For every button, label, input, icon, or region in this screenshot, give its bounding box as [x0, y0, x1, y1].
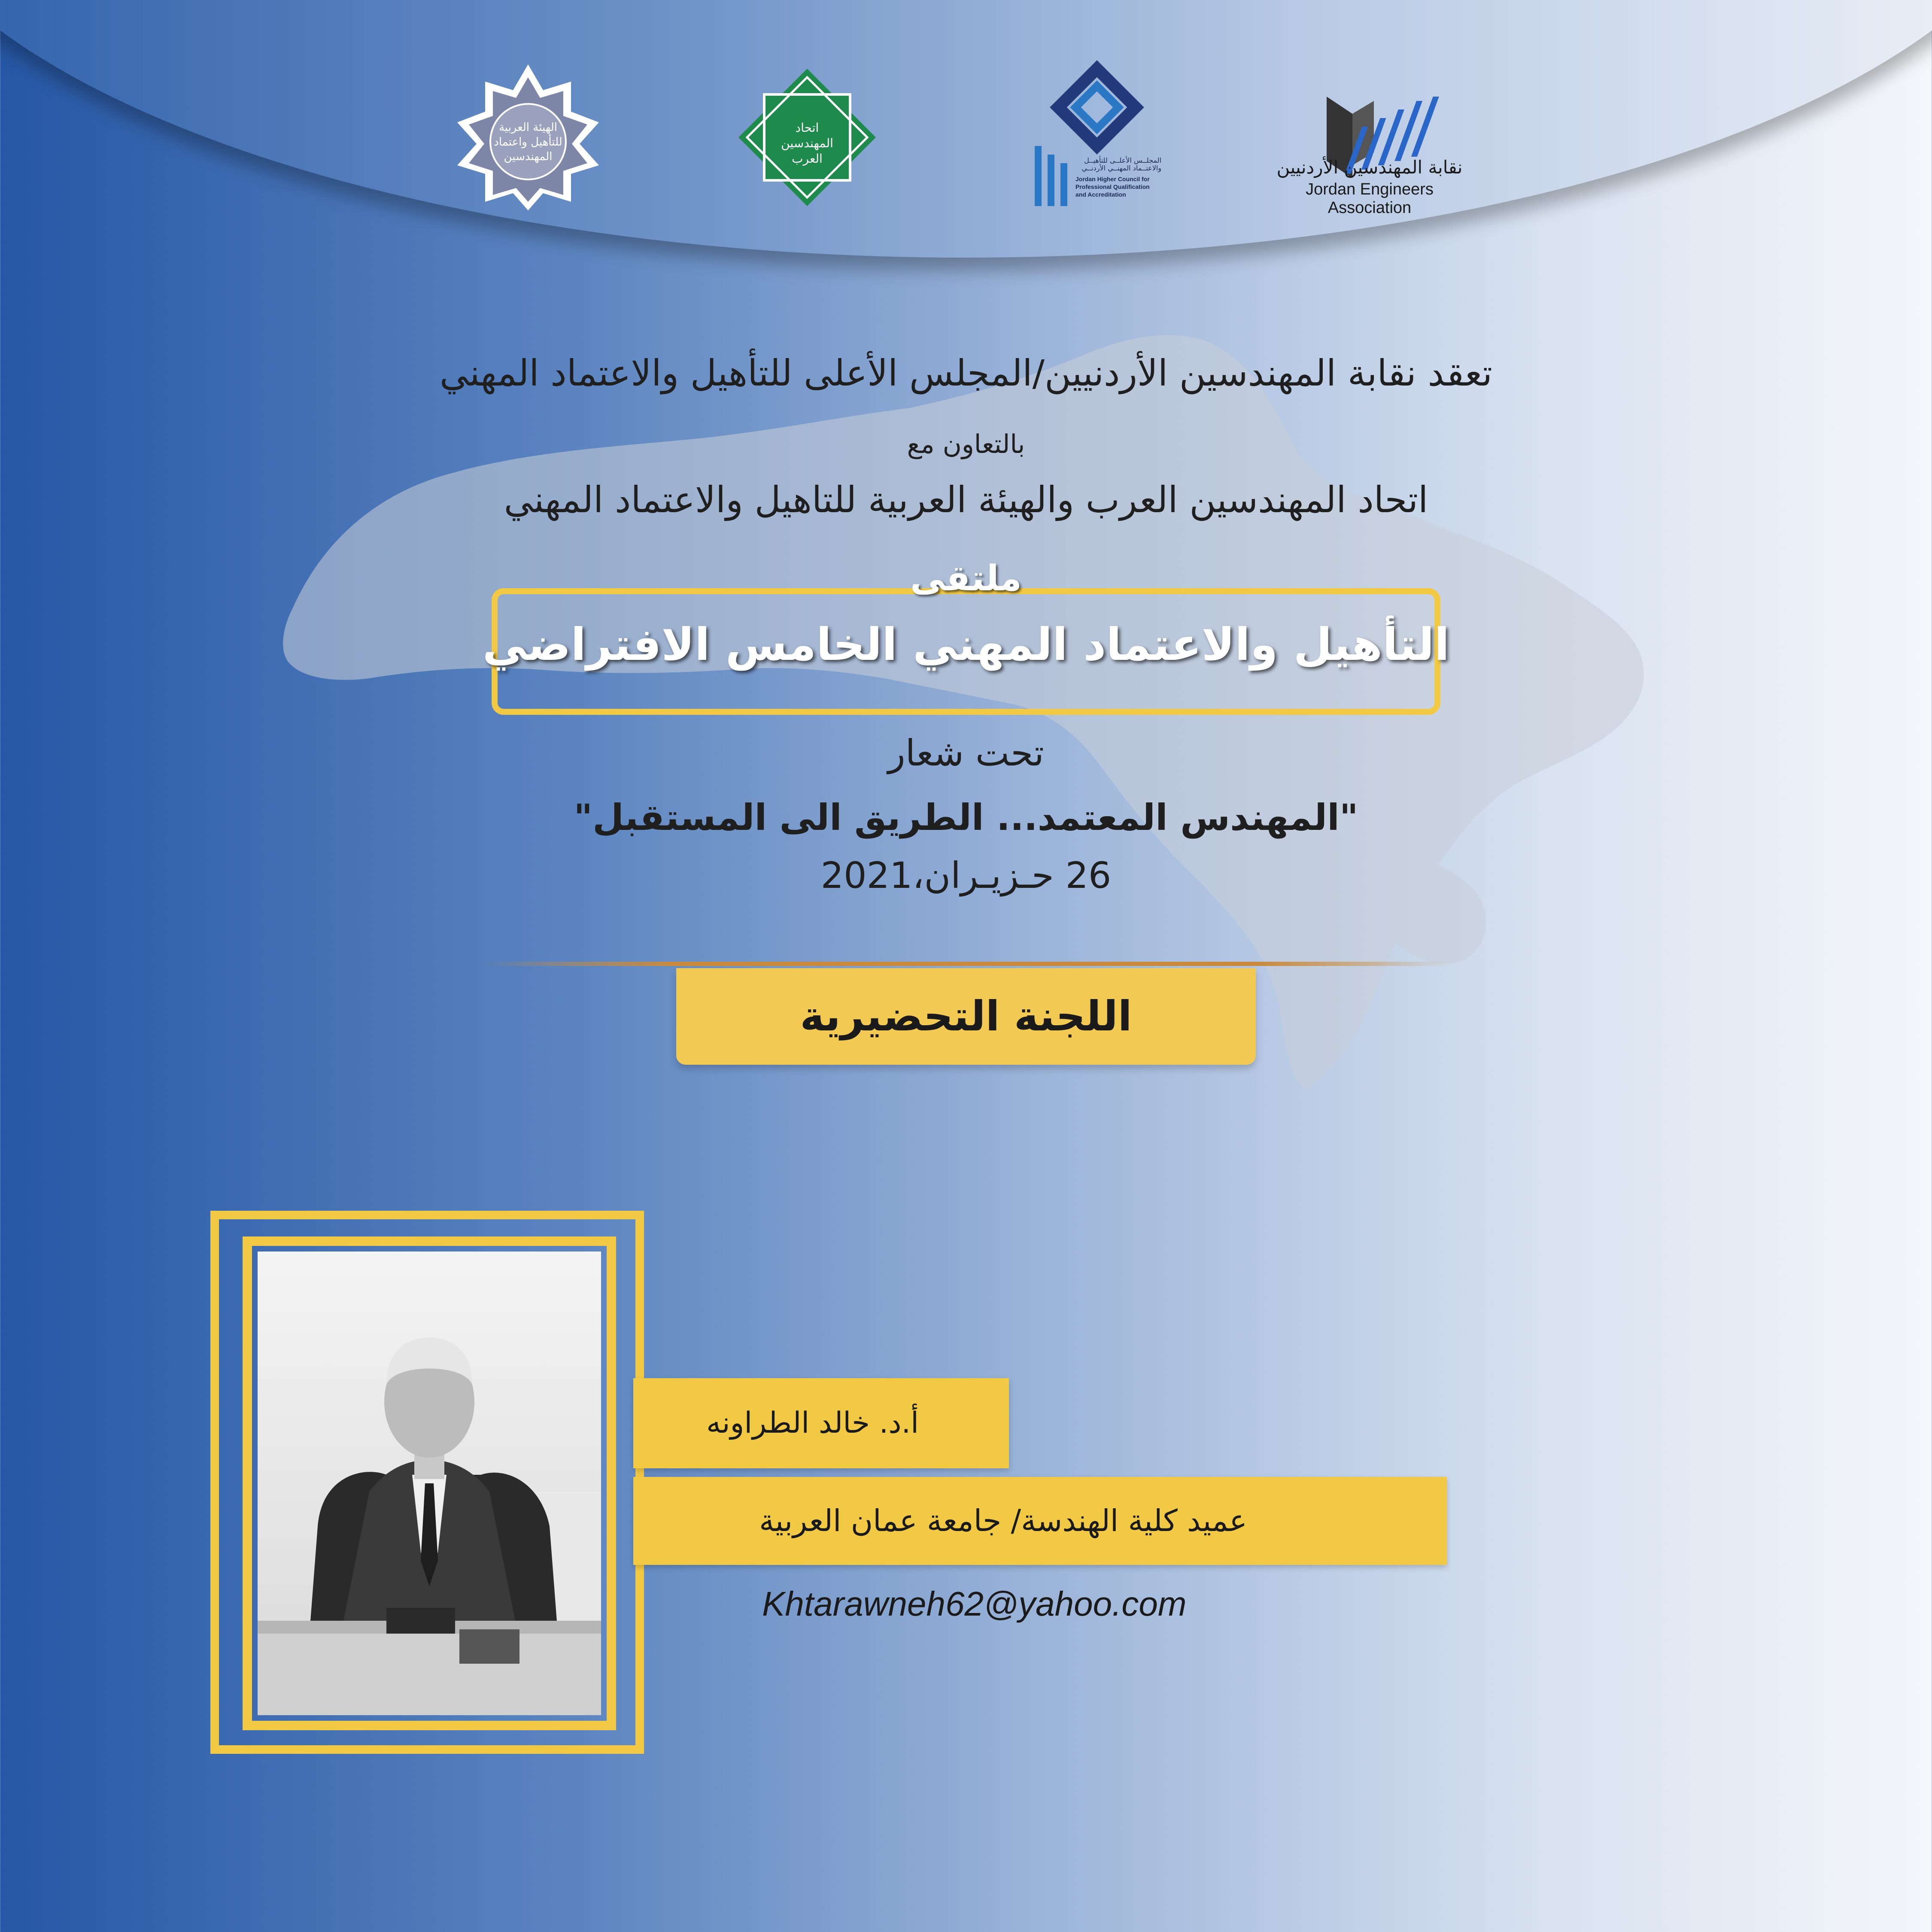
council-logo-text-ar: المجلــس الأعلــى للتأهيــل والاعتــماد المهنــي الأردنــي [1081, 156, 1161, 172]
slogan-label: تحت شعار [888, 732, 1044, 774]
intro-line-2: بالتعاون مع [907, 429, 1025, 459]
jea-logo-text-en: Jordan Engineers Association [1306, 180, 1434, 217]
person-photo-image [258, 1252, 601, 1715]
person-photo [258, 1252, 601, 1715]
committee-banner [676, 968, 1256, 1065]
arab-authority-logo-icon [451, 60, 605, 215]
title-small: ملتقى [910, 558, 1022, 599]
intro-line-3: اتحاد المهندسين العرب والهيئة العربية للتاهيل والاعتماد المهني [504, 479, 1428, 521]
arab-engineers-logo-text: اتحاد المهندسين العرب [781, 121, 833, 166]
committee-label: اللجنة التحضيرية [800, 992, 1132, 1040]
person-role: عميد كلية الهندسة/ جامعة عمان العربية [759, 1503, 1247, 1538]
person-email[interactable]: Khtarawneh62@yahoo.com [762, 1585, 1187, 1623]
arab-engineers-logo-icon [734, 60, 880, 215]
event-date: 26 حـزيـران،2021 [820, 854, 1112, 896]
council-logo-text-en: Jordan Higher Council for Professional Qualification and Accreditation [1075, 176, 1150, 198]
person-role-box [633, 1477, 1447, 1565]
header-arc [0, 0, 1932, 258]
person-name-box [633, 1378, 1009, 1468]
intro-line-1: تعقد نقابة المهندسين الأردنيين/المجلس الأعلى للتأهيل والاعتماد المهني [440, 352, 1492, 394]
council-logo-icon [1028, 60, 1166, 215]
arab-authority-logo-text: الهيئة العربية للتأهيل واعتماد المهندسين [494, 121, 562, 163]
jea-logo-text-ar: نقابة المهندسين الأردنيين [1276, 157, 1463, 178]
person-name: أ.د. خالد الطراونه [706, 1406, 919, 1440]
divider-line [481, 962, 1451, 966]
slogan-text: "المهندس المعتمد... الطريق الى المستقبل" [574, 796, 1358, 838]
jea-logo-icon [1267, 60, 1473, 215]
title-main: التأهيل والاعتماد المهني الخامس الافتراضي [482, 618, 1450, 671]
